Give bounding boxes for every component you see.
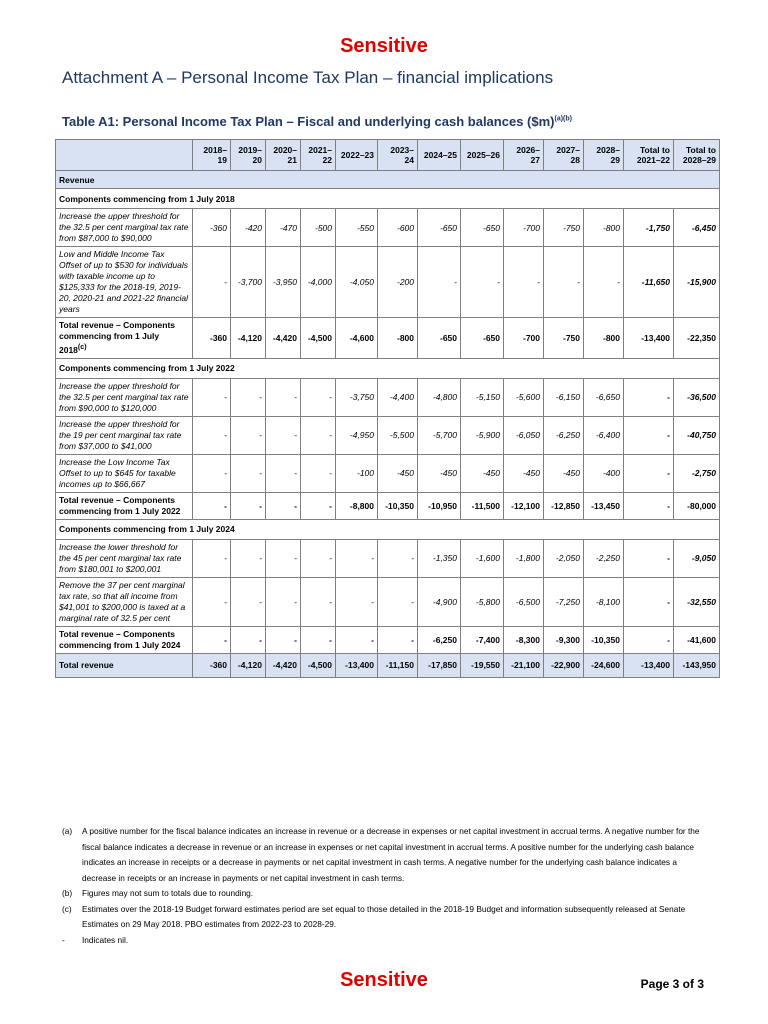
component-row xyxy=(56,378,720,416)
component-row xyxy=(56,539,720,577)
group-row-2024 xyxy=(56,519,720,539)
value-cell: -800 xyxy=(584,318,624,359)
value-cell: -4,500 xyxy=(301,318,336,359)
total-cell: -6,450 xyxy=(674,209,720,247)
row-label xyxy=(56,318,193,359)
value-cell: -3,700 xyxy=(231,247,266,318)
header-year: 2027–28 xyxy=(544,140,584,171)
total-cell: -40,750 xyxy=(674,416,720,454)
total-cell: -2,750 xyxy=(674,454,720,492)
value-cell: - xyxy=(193,492,231,519)
total-cell: -15,900 xyxy=(674,247,720,318)
header-row xyxy=(56,140,720,171)
footnote-label: (b) xyxy=(62,888,73,898)
footnote xyxy=(62,933,712,949)
value-cell: -650 xyxy=(461,318,504,359)
value-cell: -13,450 xyxy=(584,492,624,519)
value-cell: -21,100 xyxy=(504,653,544,677)
value-cell: - xyxy=(231,539,266,577)
value-cell: -8,100 xyxy=(584,577,624,626)
header-year: 2024–25 xyxy=(418,140,461,171)
value-cell: - xyxy=(231,577,266,626)
value-cell: -8,300 xyxy=(504,626,544,653)
header-year: 2026–27 xyxy=(504,140,544,171)
value-cell: -360 xyxy=(193,209,231,247)
value-cell: - xyxy=(336,626,378,653)
header-year: 2025–26 xyxy=(461,140,504,171)
value-cell: -7,400 xyxy=(461,626,504,653)
value-cell: -2,050 xyxy=(544,539,584,577)
value-cell: - xyxy=(461,247,504,318)
value-cell: - xyxy=(301,378,336,416)
total-cell: -13,400 xyxy=(624,653,674,677)
value-cell: - xyxy=(301,416,336,454)
value-cell: -8,800 xyxy=(336,492,378,519)
value-cell: -11,150 xyxy=(378,653,418,677)
table-caption-text: Table A1: Personal Income Tax Plan – Fiscal and underlying cash balances ($m) xyxy=(62,114,555,129)
value-cell: - xyxy=(231,416,266,454)
value-cell: -800 xyxy=(584,209,624,247)
value-cell: - xyxy=(336,539,378,577)
footnote-label: (c) xyxy=(62,903,72,914)
value-cell: - xyxy=(231,492,266,519)
value-cell: - xyxy=(266,416,301,454)
section-label: Revenue xyxy=(56,171,720,189)
value-cell: -650 xyxy=(418,318,461,359)
table-caption-sup: (a)(b) xyxy=(554,115,572,123)
value-cell: -700 xyxy=(504,318,544,359)
value-cell: -5,800 xyxy=(461,577,504,626)
footnote-label: (a) xyxy=(62,826,73,836)
value-cell: -6,650 xyxy=(584,378,624,416)
value-cell: -5,500 xyxy=(378,416,418,454)
total-cell: -32,550 xyxy=(674,577,720,626)
value-cell: -3,750 xyxy=(336,378,378,416)
total-cell: -41,600 xyxy=(674,626,720,653)
value-cell: -2,250 xyxy=(584,539,624,577)
footnote-text: Figures may not sum to totals due to rounding. xyxy=(82,888,254,898)
total-cell: - xyxy=(624,577,674,626)
subtotal-row xyxy=(56,626,720,653)
total-cell: -36,500 xyxy=(674,378,720,416)
value-cell: - xyxy=(193,416,231,454)
value-cell: -750 xyxy=(544,318,584,359)
value-cell: -4,120 xyxy=(231,653,266,677)
section-row-revenue xyxy=(56,171,720,189)
value-cell: -750 xyxy=(544,209,584,247)
component-row xyxy=(56,577,720,626)
group-row-2022 xyxy=(56,358,720,378)
component-row xyxy=(56,416,720,454)
value-cell: -800 xyxy=(378,318,418,359)
value-cell: -650 xyxy=(461,209,504,247)
group-label: Components commencing from 1 July 2022 xyxy=(56,358,720,378)
value-cell: -550 xyxy=(336,209,378,247)
page-number: Page 3 of 3 xyxy=(640,977,704,991)
value-cell: - xyxy=(336,577,378,626)
header-total: Total to 2021–22 xyxy=(624,140,674,171)
value-cell: -4,120 xyxy=(231,318,266,359)
header-year: 2021–22 xyxy=(301,140,336,171)
footnote-text: Indicates nil. xyxy=(82,934,129,945)
value-cell: -6,250 xyxy=(544,416,584,454)
value-cell: -3,950 xyxy=(266,247,301,318)
row-label: Increase the upper threshold for the 32.5 per cent marginal tax rate from $87,000 to $90,000 xyxy=(56,209,193,247)
value-cell: -450 xyxy=(418,454,461,492)
footnotes xyxy=(62,824,712,948)
value-cell: - xyxy=(301,492,336,519)
value-cell: -4,800 xyxy=(418,378,461,416)
row-label: Remove the 37 per cent marginal tax rate, so that all income from $41,001 to $200,000 is taxed at a marginal rate of 32.5 per cent xyxy=(56,577,193,626)
value-cell: - xyxy=(266,492,301,519)
value-cell: -360 xyxy=(193,653,231,677)
row-label: Increase the lower threshold for the 45 per cent marginal tax rate from $180,001 to $200,001 xyxy=(56,539,193,577)
value-cell: -4,600 xyxy=(336,318,378,359)
group-row-2018 xyxy=(56,189,720,209)
grand-total-row xyxy=(56,653,720,677)
value-cell: - xyxy=(301,626,336,653)
attachment-title: Attachment A – Personal Income Tax Plan – financial implications xyxy=(62,68,554,87)
header-blank xyxy=(56,140,193,171)
value-cell: -22,900 xyxy=(544,653,584,677)
total-cell: - xyxy=(624,416,674,454)
sensitivity-label-bottom: Sensitive xyxy=(340,969,428,991)
total-cell: -1,750 xyxy=(624,209,674,247)
header-year: 2019–20 xyxy=(231,140,266,171)
value-cell: - xyxy=(418,247,461,318)
value-cell: -13,400 xyxy=(336,653,378,677)
value-cell: - xyxy=(544,247,584,318)
row-label: Total revenue – Components commencing from 1 July 2022 xyxy=(56,492,193,519)
value-cell: -6,150 xyxy=(544,378,584,416)
value-cell: -4,000 xyxy=(301,247,336,318)
value-cell: -19,550 xyxy=(461,653,504,677)
header-year: 2023–24 xyxy=(378,140,418,171)
header-year: 2022–23 xyxy=(336,140,378,171)
footnote xyxy=(62,886,712,902)
value-cell: -400 xyxy=(584,454,624,492)
value-cell: - xyxy=(378,626,418,653)
value-cell: -6,050 xyxy=(504,416,544,454)
value-cell: -11,500 xyxy=(461,492,504,519)
value-cell: -1,350 xyxy=(418,539,461,577)
value-cell: - xyxy=(266,577,301,626)
value-cell: -4,400 xyxy=(378,378,418,416)
value-cell: -200 xyxy=(378,247,418,318)
value-cell: -6,500 xyxy=(504,577,544,626)
footnote xyxy=(62,824,712,886)
value-cell: -420 xyxy=(231,209,266,247)
total-cell: - xyxy=(624,378,674,416)
total-cell: -13,400 xyxy=(624,318,674,359)
value-cell: -450 xyxy=(504,454,544,492)
value-cell: -4,500 xyxy=(301,653,336,677)
value-cell: - xyxy=(378,577,418,626)
footnote-text: Estimates over the 2018-19 Budget forward estimates period are set equal to those detailed in the 2018-19 Budget and information subsequently released at Senate Estimates on 29 May 2018. PBO estimates from 2022-23 to 2028-29. xyxy=(82,903,686,929)
value-cell: -17,850 xyxy=(418,653,461,677)
total-cell: -143,950 xyxy=(674,653,720,677)
group-label: Components commencing from 1 July 2018 xyxy=(56,189,720,209)
value-cell: -9,300 xyxy=(544,626,584,653)
footnote-text: A positive number for the fiscal balance indicates an increase in revenue or a decrease in expenses or net capital investment in accrual terms. A negative number for the fiscal balance indicates a decrease in revenue or an increase in expenses or net capital investment in accrual terms. A positive number for the underlying cash balance indicates an increase in receipts or a decrease in payments or net capital investment in cash terms. A negative number for the underlying cash balance indicates a decrease in receipts or an increase in payments or net capital investment in cash terms. xyxy=(82,826,700,883)
value-cell: -4,050 xyxy=(336,247,378,318)
row-label: Low and Middle Income Tax Offset of up to $530 for individuals with taxable income up to $125,333 for the 2018-19, 2019-20, 2020-21 and 2021-22 financial years xyxy=(56,247,193,318)
value-cell: - xyxy=(231,454,266,492)
value-cell: -4,420 xyxy=(266,653,301,677)
value-cell: - xyxy=(378,539,418,577)
total-cell: - xyxy=(624,492,674,519)
value-cell: -10,350 xyxy=(584,626,624,653)
row-label: Increase the upper threshold for the 32.5 per cent marginal tax rate from $90,000 to $120,000 xyxy=(56,378,193,416)
component-row xyxy=(56,454,720,492)
value-cell: -450 xyxy=(461,454,504,492)
header-year: 2020–21 xyxy=(266,140,301,171)
subtotal-row xyxy=(56,318,720,359)
tax-plan-table xyxy=(55,139,720,678)
value-cell: -1,800 xyxy=(504,539,544,577)
header-total: Total to 2028–29 xyxy=(674,140,720,171)
value-cell: - xyxy=(193,626,231,653)
value-cell: - xyxy=(266,378,301,416)
value-cell: - xyxy=(266,539,301,577)
value-cell: - xyxy=(193,454,231,492)
value-cell: - xyxy=(193,247,231,318)
value-cell: - xyxy=(504,247,544,318)
footnote xyxy=(62,902,712,933)
component-row xyxy=(56,247,720,318)
value-cell: -500 xyxy=(301,209,336,247)
subtotal-row xyxy=(56,492,720,519)
value-cell: -5,700 xyxy=(418,416,461,454)
value-cell: - xyxy=(193,539,231,577)
value-cell: -100 xyxy=(336,454,378,492)
row-label: Total revenue – Components commencing from 1 July 2024 xyxy=(56,626,193,653)
value-cell: -6,250 xyxy=(418,626,461,653)
value-cell: - xyxy=(266,454,301,492)
value-cell: - xyxy=(266,626,301,653)
value-cell: -360 xyxy=(193,318,231,359)
value-cell: -24,600 xyxy=(584,653,624,677)
row-label: Increase the Low Income Tax Offset to up to $645 for taxable incomes up to $66,667 xyxy=(56,454,193,492)
value-cell: -7,250 xyxy=(544,577,584,626)
value-cell: -4,900 xyxy=(418,577,461,626)
row-label: Total revenue xyxy=(56,653,193,677)
header-year: 2028–29 xyxy=(584,140,624,171)
row-label-sup: (c) xyxy=(77,343,87,351)
value-cell: - xyxy=(193,378,231,416)
value-cell: -650 xyxy=(418,209,461,247)
total-cell: -11,650 xyxy=(624,247,674,318)
table-caption xyxy=(62,114,572,129)
value-cell: -600 xyxy=(378,209,418,247)
total-cell: -9,050 xyxy=(674,539,720,577)
value-cell: -6,400 xyxy=(584,416,624,454)
component-row xyxy=(56,209,720,247)
value-cell: - xyxy=(301,577,336,626)
value-cell: -700 xyxy=(504,209,544,247)
sensitivity-label-top: Sensitive xyxy=(340,35,428,57)
value-cell: -1,600 xyxy=(461,539,504,577)
value-cell: -450 xyxy=(378,454,418,492)
value-cell: -5,900 xyxy=(461,416,504,454)
total-cell: -22,350 xyxy=(674,318,720,359)
header-year: 2018–19 xyxy=(193,140,231,171)
value-cell: -4,950 xyxy=(336,416,378,454)
value-cell: -10,350 xyxy=(378,492,418,519)
total-cell: -80,000 xyxy=(674,492,720,519)
value-cell: - xyxy=(584,247,624,318)
total-cell: - xyxy=(624,539,674,577)
value-cell: -5,600 xyxy=(504,378,544,416)
value-cell: -470 xyxy=(266,209,301,247)
value-cell: -12,100 xyxy=(504,492,544,519)
value-cell: - xyxy=(301,539,336,577)
total-cell: - xyxy=(624,626,674,653)
value-cell: - xyxy=(301,454,336,492)
group-label: Components commencing from 1 July 2024 xyxy=(56,519,720,539)
total-cell: - xyxy=(624,454,674,492)
row-label: Increase the upper threshold for the 19 per cent marginal tax rate from $37,000 to $41,000 xyxy=(56,416,193,454)
value-cell: - xyxy=(231,626,266,653)
footnote-label: - xyxy=(62,934,65,945)
row-label-text: Total revenue – Components commencing from 1 July 2018 xyxy=(59,320,176,355)
value-cell: - xyxy=(193,577,231,626)
value-cell: -10,950 xyxy=(418,492,461,519)
value-cell: -12,850 xyxy=(544,492,584,519)
value-cell: -5,150 xyxy=(461,378,504,416)
value-cell: -450 xyxy=(544,454,584,492)
value-cell: -4,420 xyxy=(266,318,301,359)
value-cell: - xyxy=(231,378,266,416)
